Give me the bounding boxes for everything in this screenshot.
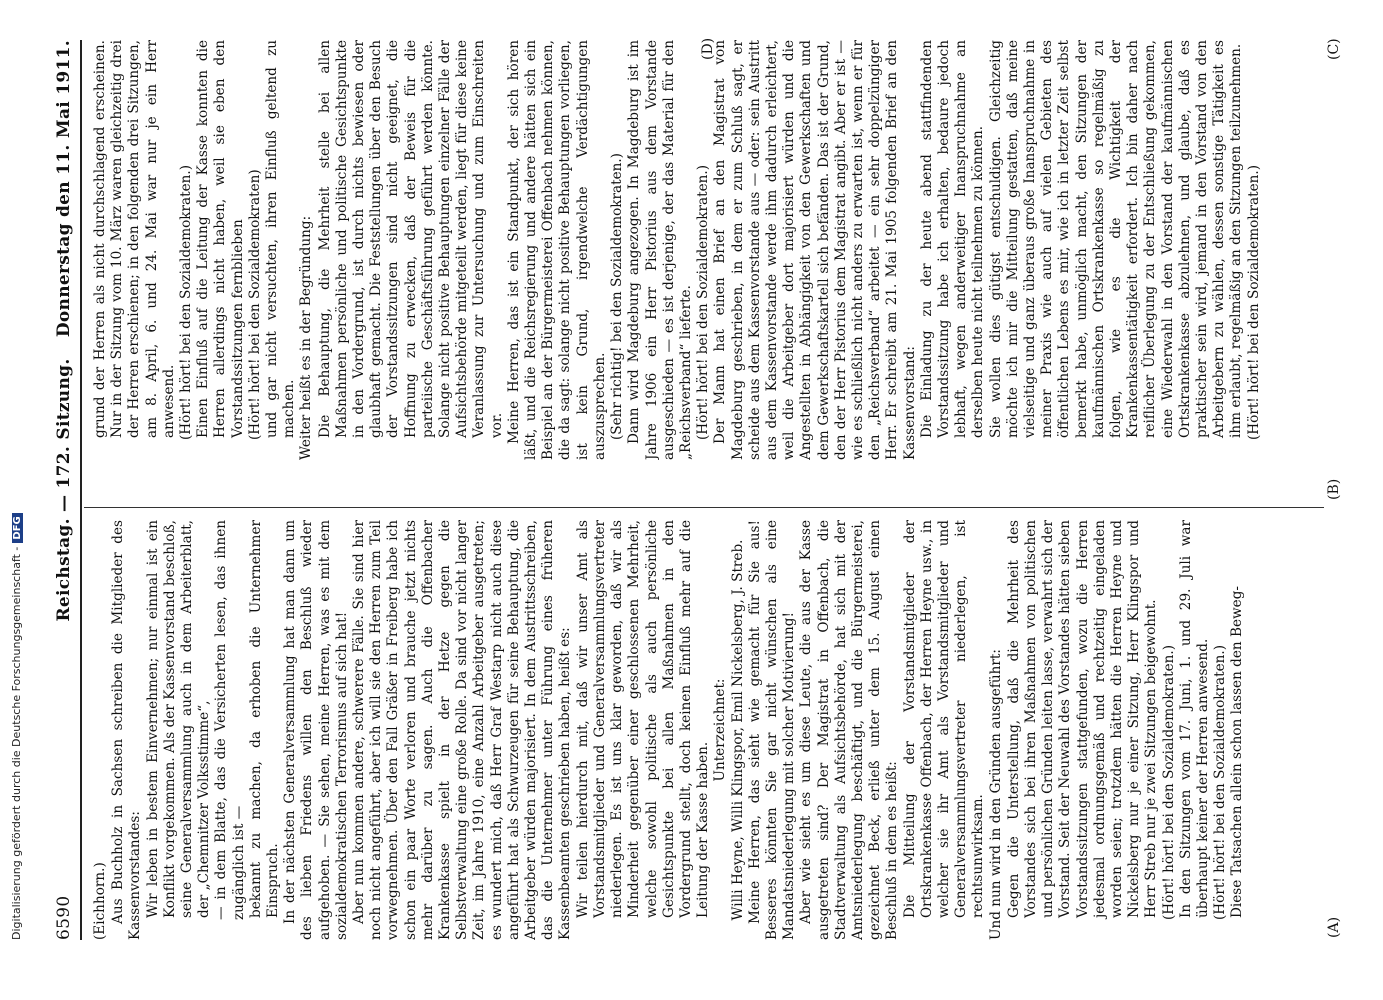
quote: Diese Tatsachen allein schon lassen den Beweg-	[1229, 585, 1246, 918]
interjection: (Hört! hört! bei den Sozialdemokraten.)	[1160, 644, 1177, 920]
header-rule	[80, 40, 82, 940]
paragraph: Und nun wird in den Gründen ausgeführt:	[987, 649, 1004, 940]
interjection: (Hört! hört! bei den Sozialdemokraten.)	[1212, 644, 1229, 920]
margin-marker-b: (B)	[1326, 478, 1342, 500]
credit-text: Digitalisierung gefördert durch die Deutsche Forschungsgemeinschaft -	[10, 546, 23, 940]
quote: Wir leben in bestem Einvernehmen; nur einmal ist ein Konflikt vorgekommen. Als der Kassenvorstand beschloß, seine Generalversammlung auch in dem Arbeiterblatt, der „Chemnitzer Volksstimme“,	[144, 520, 213, 918]
paragraph: Aber nun kommen andere, schwerere Fälle. Sie sind hier noch nicht angeführt, aber ich will sie den Herren zum Teil vorwegnehmen. Über den Fall Gräßer in Freiberg habe ich schon ein paar Worte verloren und brauche jetzt nichts mehr darüber zu sagen. Auch die Offenbacher Krankenkasse spielt in der Hetze gegen die Selbstverwaltung eine große Rolle. Da sind vor nicht langer Zeit, im Jahre 1910, eine Anzahl Arbeitgeber ausgetreten; es wundert mich, daß Herr Graf Westarp nicht auch diese angeführt hat als Schwurzeugen für seine Behauptung, die Arbeitgeber würden majorisiert. In dem Austrittsschreiben, das die Unternehmer unter Führung eines früheren Kassenbeamten geschrieben haben, heißt es:	[351, 520, 574, 940]
signature-label: Unterzeichnet:	[712, 678, 729, 782]
quote: Gegen die Unterstellung, daß die Mehrheit des Vorstandes sich bei ihren Maßnahmen von politischen und persönlichen Gründen leiten lasse, verwahrt sich der Vorstand. Seit der Neuwahl des Vorstandes hätten sieben Vorstandssitzungen stattgefunden, wozu die Herren jedesmal ordnungsgemäß und rechtzeitig eingeladen worden seien; trotzdem hätten die Herren Heyne und Nickelsberg nur je einer Sitzung, Herr Klingspor und Herr Streb nur je zwei Sitzungen beigewohnt.	[1005, 520, 1160, 918]
paragraph: Meine Herren, das ist ein Standpunkt, der sich hören läßt, und die Reichsregierung und andere hätten sich ein Beispiel an der Bürgermeisterei Offenbach nehmen können, die da sagt: solange nicht positive Behauptungen vorliegen, ist kein Grund, irgendwelche Verdächtigungen auszusprechen.	[505, 40, 608, 460]
quote: und gar nicht versuchten, ihren Einfluß geltend zu machen.	[264, 40, 298, 438]
paragraph: — in dem Blatte, das die Versicherten lesen, das ihnen zugänglich ist —	[213, 520, 247, 920]
quote: In den Sitzungen vom 17. Juni, 1. und 29. Juli war überhaupt keiner der Herren anwesend.	[1177, 520, 1211, 918]
paragraph: Aus Buchholz in Sachsen schreiben die Mitglieder des Kassenvorstandes:	[110, 520, 144, 940]
interjection: (Sehr richtig! bei den Sozialdemokraten.)	[609, 153, 626, 440]
header-date: Donnerstag den 11. Mai 1911.	[54, 40, 74, 338]
paragraph: Der Mann hat einen Brief an den Magistrat von Magdeburg geschrieben, in dem er zum Schluß sagt, er scheide aus dem Kassenvorstande aus — oder: sein Austritt aus dem Kassenvorstande werde ihm dadurch erleichtert, weil die Arbeitgeber dort majorisiert würden und die Angestellten in Abhängigkeit von den Gewerkschaften und dem Gewerkschaftskartell sich befänden. Das ist der Grund, den der Herr Pistorius dem Magistrat angibt. Aber er ist — wie es schließlich nicht anders zu erwarten ist, wenn er für den „Reichsverband“ arbeitet — ein sehr doppelzüngiger Herr. Er schreibt am 21. Mai 1905 folgenden Brief an den Kassenvorstand:	[712, 40, 918, 460]
margin-marker-a: (A)	[1326, 916, 1342, 938]
quote: bekannt zu machen, da erhoben die Unternehmer Einspruch.	[247, 520, 282, 918]
quote: Einen Einfluß auf die Leitung der Kasse konnten die Herren allerdings nicht haben, weil sie eben den Vorstandssitzungen fernblieben	[195, 40, 246, 438]
speaker-note: (Eichhorn.)	[92, 862, 108, 940]
column-rule	[84, 507, 1324, 508]
left-column	[92, 520, 1322, 940]
margin-marker-d: (D)	[700, 37, 716, 60]
paragraph: Meine Herren, das sieht wie gemacht für Sie aus! Besseres könnten Sie gar nicht wünschen als eine Mandatsniederlegung mit solcher Motivierung!	[746, 520, 798, 940]
quote: Die Behauptung, die Mehrheit stelle bei allen Maßnahmen persönliche und politische Gesichtspunkte in den Vordergrund, ist durch nichts bewiesen oder glaubhaft gemacht. Die Feststellungen über den Besuch der Vorstandssitzungen sind nicht geeignet, die Hoffnung zu erwecken, daß der Beweis für die parteiische Geschäftsführung geführt werden könnte. Solange nicht positive Behauptungen einzelner Fälle der Aufsichtsbehörde mitgeteilt werden, liegt für diese keine Veranlassung zur Untersuchung und zum Einschreiten vor.	[316, 40, 505, 438]
digitization-credit	[10, 40, 23, 940]
right-column	[92, 37, 1322, 460]
interjection: (Hört! hört! bei den Sozialdemokraten.)	[695, 164, 712, 440]
paragraph: Dann wird Magdeburg angezogen. In Magdeburg ist im Jahre 1906 ein Herr Pistorius aus dem Vorstande ausgeschieden — es ist derjenige, der das Material für den „Reichsverband“ lieferte.	[626, 40, 694, 460]
paragraph: Weiter heißt es in der Begründung:	[298, 215, 315, 460]
quote: Wir teilen hierdurch mit, daß wir unser Amt als Vorstandsmitglieder und Generalversammlungsvertreter niederlegen. Es ist uns klar geworden, daß wir als Minderheit gegenüber einer geschlossenen Mehrheit, welche sowohl politische als auch persönliche Gesichtspunkte bei allen Maßnahmen in den Vordergrund stellt, doch keinen Einfluß mehr auf die Leitung der Kasse haben.	[574, 520, 712, 918]
interjection: (Hört! hört! bei den Sozialdemokraten)	[246, 169, 263, 440]
quote: Sie wollen dies gütigst entschuldigen. Gleichzeitig möchte ich mir die Mitteilung gestatten, daß meine vielseitige und ganz überaus große Inanspruchnahme in meiner Praxis wie auch auf vielen Gebieten des öffentlichen Lebens es mir, wie ich in letzter Zeit selbst bemerkt habe, unmöglich macht, den Sitzungen der kaufmännischen Ortskrankenkasse so regelmäßig zu folgen, wie es die Wichtigkeit der Krankenkassentätigkeit erfordert. Ich bin daher nach reiflicher Überlegung zu der Entschließung gekommen, eine Wiederwahl in den Vorstand der kaufmännischen Ortskrankenkasse abzulehnen, und glaube, daß es praktischer sein wird, jemand in den Vorstand von den Arbeitgebern zu wählen, dessen sonstige Tätigkeit es ihm erlaubt, regelmäßig an den Sitzungen teilzunehmen.	[987, 40, 1245, 438]
margin-marker-c: (C)	[1326, 38, 1342, 60]
running-header	[52, 40, 78, 940]
quote: Die Einladung zu der heute abend stattfindenden Vorstandssitzung habe ich erhalten, bedaure jedoch lebhaft, wegen anderweitiger Inanspruchnahme an derselben heute nicht teilnehmen zu können.	[918, 40, 987, 438]
paragraph: Aber wie sieht es um diese Leute, die aus der Kasse ausgetreten sind? Der Magistrat in Offenbach, die Stadtverwaltung als Aufsichtsbehörde, hat sich mit der Amtsniederlegung beschäftigt, und die Bürgermeisterei, gezeichnet Beck, erließ unter dem 15. August einen Beschluß in dem es heißt:	[798, 520, 901, 940]
dfg-logo: DFG	[12, 513, 23, 542]
interjection: (Hört! hört! bei den Sozialdemokraten.)	[178, 164, 195, 440]
quote: grund der Herren als nicht durchschlagend erscheinen. Nur in der Sitzung vom 10. März waren gleichzeitig drei der Herren erschienen; in den folgenden drei Sitzungen, am 8. April, 6. und 24. Mai war nur je ein Herr anwesend.	[92, 40, 177, 438]
page-number: 6590	[54, 895, 74, 940]
header-session: Reichstag. — 172. Sitzung.	[54, 358, 74, 622]
interjection: (Hört! hört! bei den Sozialdemokraten.)	[1245, 164, 1262, 440]
quote: Die Mitteilung der Vorstandsmitglieder der Ortskrankenkasse Offenbach, der Herren Heyne usw., in welcher sie ihr Amt als Vorstandsmitglieder und Generalversammlungsvertreter niederlegen, ist rechtsunwirksam.	[901, 520, 987, 918]
signatures: Willi Heyne, Willi Klingspor, Emil Nickelsberg, J. Streb.	[729, 539, 746, 921]
paragraph: In der nächsten Generalversammlung hat man dann um des lieben Friedens willen den Beschluß wieder aufgehoben. — Sie sehen, meine Herren, was es mit dem sozialdemokratischen Terrorismus auf sich hat!	[282, 520, 350, 940]
